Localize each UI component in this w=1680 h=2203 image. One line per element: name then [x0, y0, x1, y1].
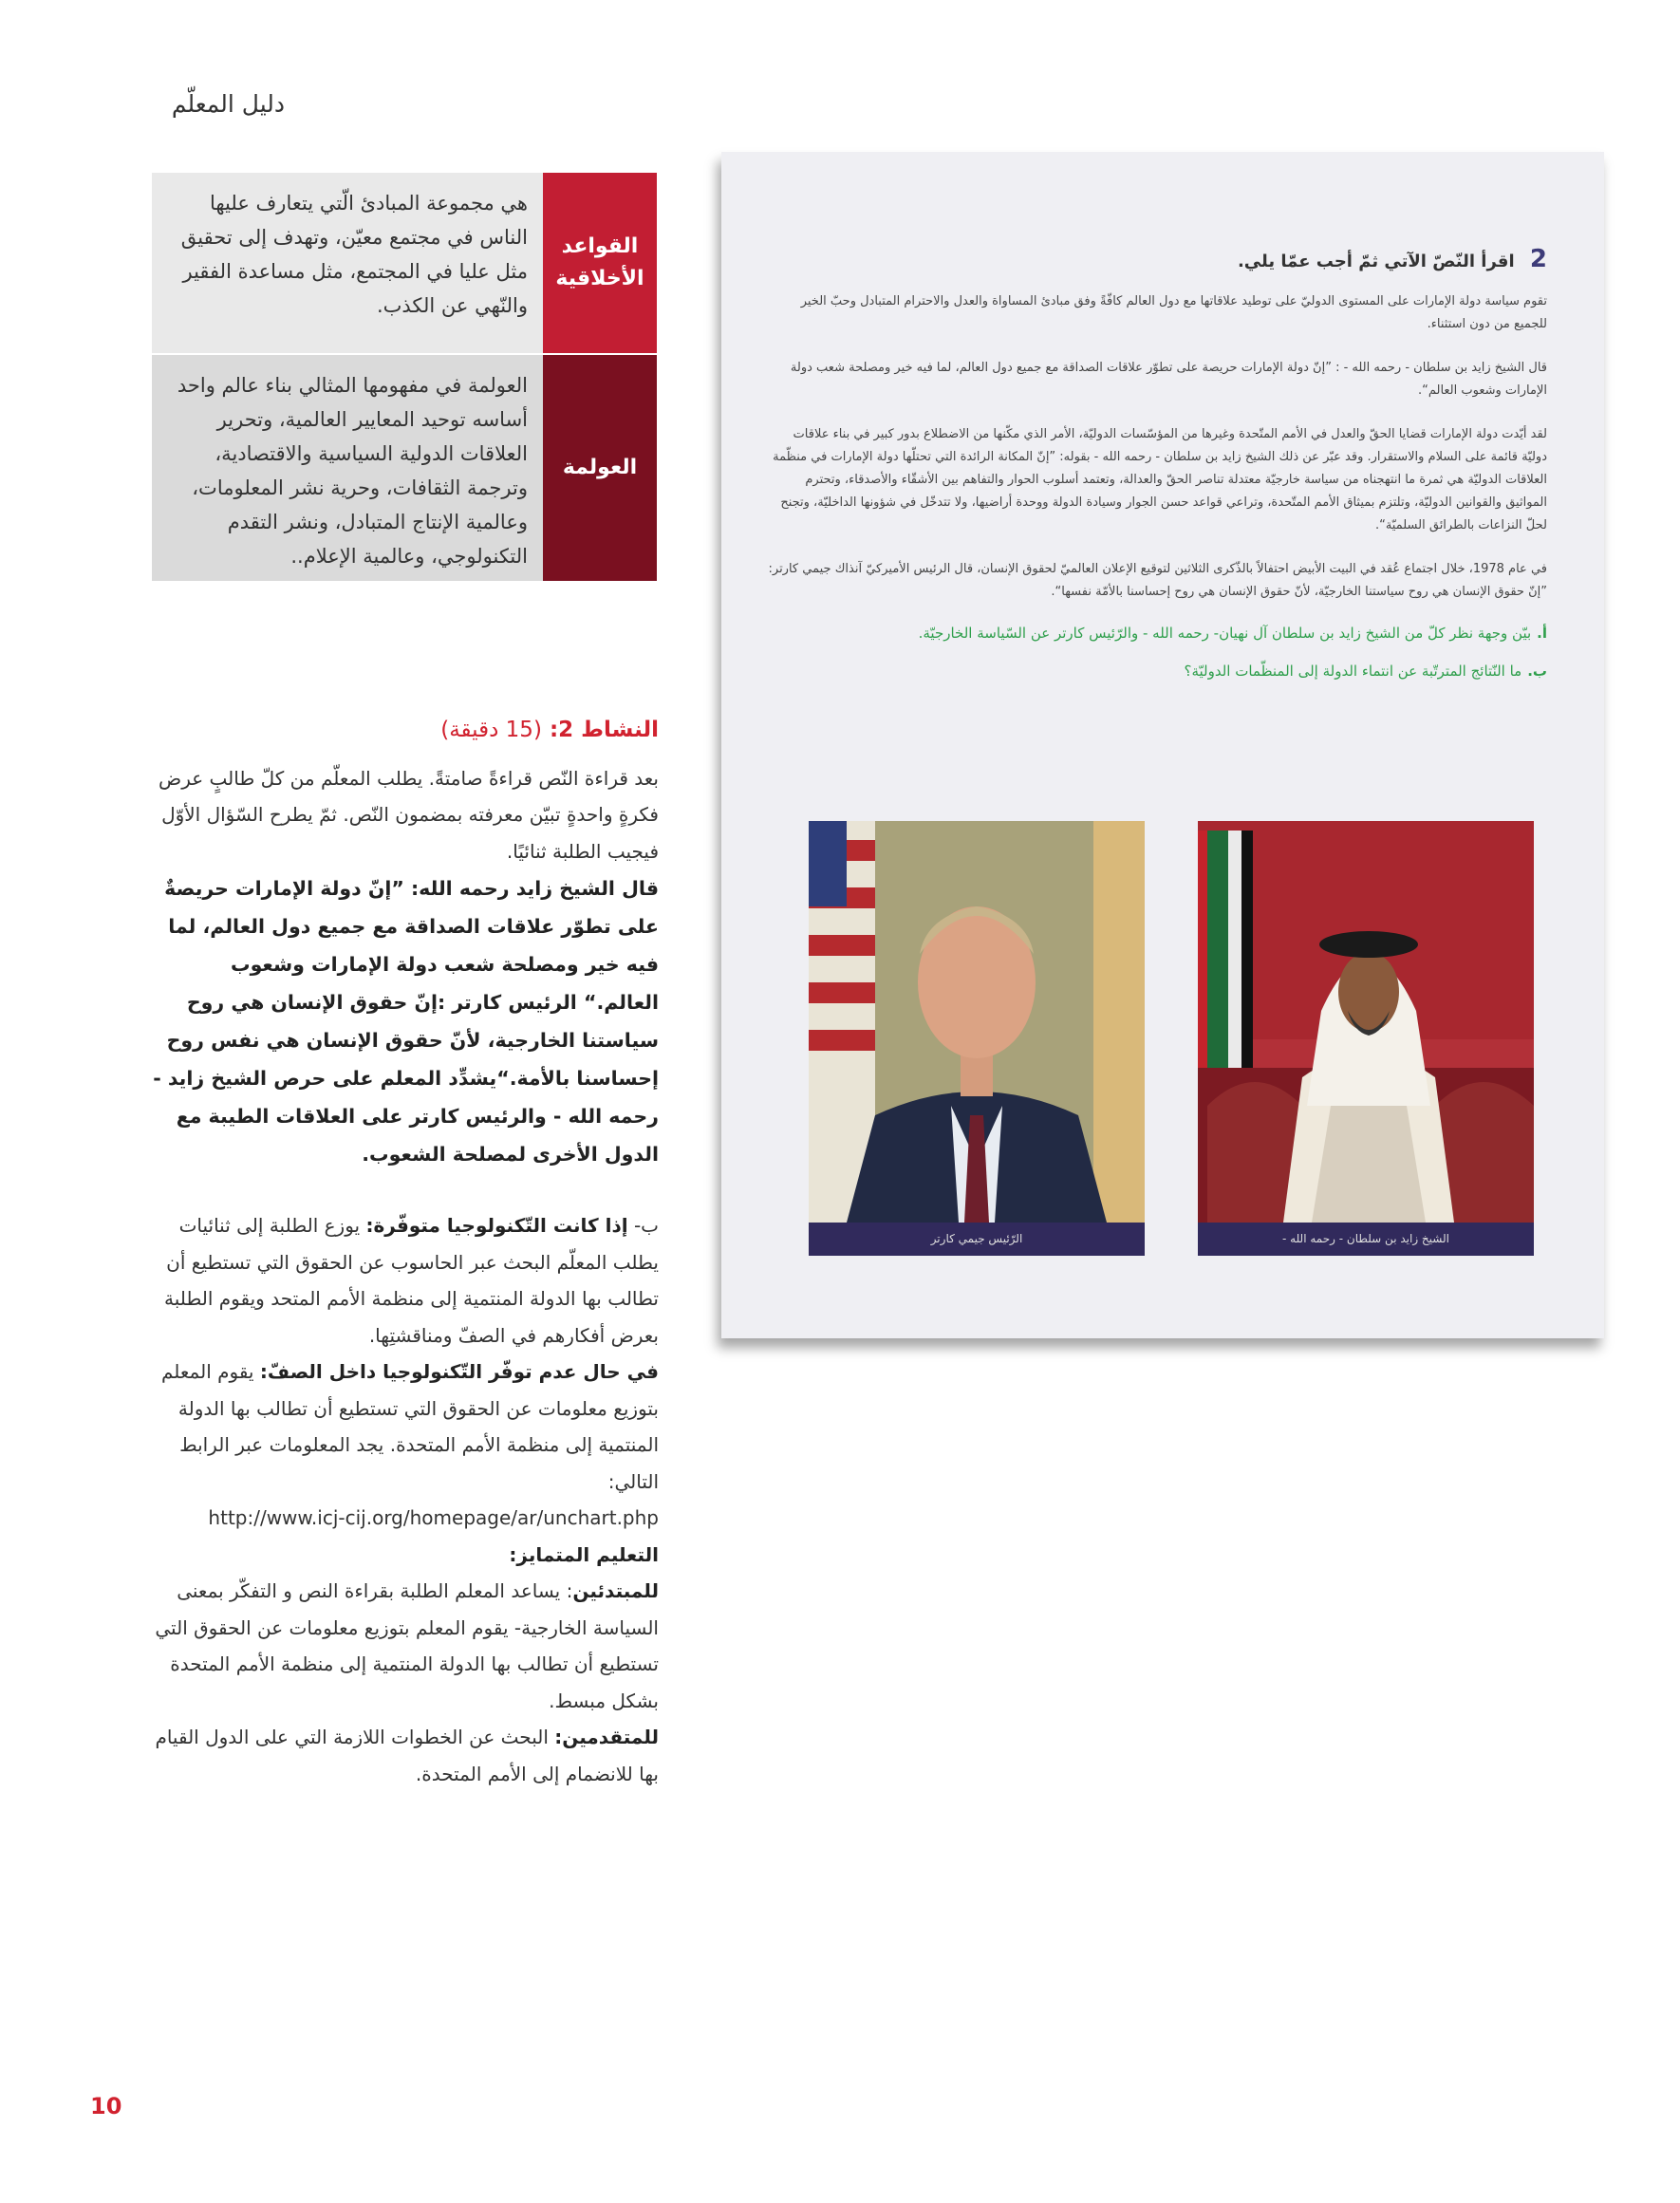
activity-duration: (15 دقيقة) [440, 718, 542, 742]
textbook-page [721, 152, 1604, 1338]
book-paragraph: قال الشيخ زايد بن سلطان - رحمه الله - : ”إنّ دولة الإمارات حريصة على تطوّر علاقات الصداقة مع جميع دول العالم، لما فيه خير ومصلحة شعب دولة الإمارات وشعوب العالم“. [790, 361, 1547, 398]
photo-caption: الرّئيس جيمي كارتر [809, 1223, 1145, 1256]
activity-intro: بعد قراءة النّص قراءةً صامتةً. يطلب المعلّم من كلّ طالبٍ عرض فكرةٍ واحدةٍ تبيّن معرفته بمضمون النّص. ثمّ يطرح السّؤال الأوّل فيجيب الطلبة ثنائيًا. [159, 766, 659, 863]
book-paragraph: تقوم سياسة دولة الإمارات على المستوى الدوليّ على توطيد علاقاتها مع دول العالم كافّةً وفق مبادئ المساواة والعدل والاحترام المتبادل وحبّ الخير للجميع من دون استثناء. [800, 294, 1547, 331]
advanced-paragraph [152, 1719, 659, 1792]
portrait-carter-image [809, 821, 1145, 1223]
photo-jimmy-carter [809, 821, 1145, 1256]
question-heading [767, 245, 1547, 273]
glossary-row-ethics [152, 173, 657, 353]
activity-quote: قال الشيخ زايد رحمه الله: ”إنّ دولة الإمارات حريصةٌ على تطوّر علاقات الصداقة مع جميع دول العالم، لما فيه خير ومصلحة شعب دولة الإمارات وشعوب العالم.“ الرئيس كارتر :إنّ حقوق الإنسان هي روح سياستنا الخارجية، لأنّ حقوق الإنسان هي نفس روح إحساسنا بالأمة.“يشدِّد المعلم على حرص الشيخ زايد - رحمه الله - والرئيس كارتر على العلاقات الطيبة مع الدول الأخرى لمصلحة الشعوب. [153, 877, 659, 1166]
no-tech-heading: في حال عدم توفّر التّكنولوجيا داخل الصفّ: [259, 1360, 659, 1383]
sub-question-label: أ. [1537, 625, 1547, 642]
portrait-zayed-image [1198, 821, 1534, 1223]
beginners-paragraph [152, 1573, 659, 1719]
page-number: 10 [90, 2093, 122, 2119]
page-header: دليل المعلّم [171, 90, 285, 118]
book-paragraph: في عام 1978، خلال اجتماع عُقد في البيت الأبيض احتفالاً بالذّكرى الثلاثين لتوقيع الإعلان العالميّ لحقوق الإنسان، قال الرئيس الأميركيّ آنذاك جيمي كارتر: ”إنّ حقوق الإنسان هي روح سياستنا الخارجيّة، لأنّ حقوق الإنسان هي روح إحساسنا بالأمّة نفسها“. [768, 562, 1547, 599]
question-title: اقرأ النّصّ الآتي ثمّ أجب عمّا يلي. [1237, 252, 1515, 271]
photo-caption: الشيخ زايد بن سلطان - رحمه الله - [1198, 1223, 1534, 1256]
glossary-term: العولمة [543, 355, 657, 581]
glossary-row-globalization [152, 355, 657, 581]
glossary-definition: العولمة في مفهومها المثالي بناء عالم واحد أساسه توحيد المعايير العالمية، وتحرير العلاقات الدولية السياسية والاقتصادية، وترجمة الثقافات، وحرية نشر المعلومات، وعالمية الإنتاج المتبادل، ونشر التقدم التكنولوجي، وعالمية الإعلام.. [152, 355, 543, 581]
no-tech-paragraph [152, 1354, 659, 1500]
resource-link[interactable]: http://www.icj-cij.org/homepage/ar/unchart.php [208, 1506, 659, 1529]
sub-question-b [767, 663, 1547, 680]
photo-sheikh-zayed [1198, 821, 1534, 1256]
textbook-content [767, 245, 1547, 700]
differentiated-learning-title: التعليم المتمايز: [509, 1542, 659, 1566]
tech-available-paragraph [152, 1207, 659, 1354]
advanced-heading: للمتقدمين: [554, 1726, 659, 1748]
beginners-heading: للمبتدئين [572, 1579, 659, 1602]
book-paragraph: لقد أيّدت دولة الإمارات قضايا الحقّ والعدل في الأمم المتّحدة وغيرها من المؤسّسات الدوليّة، الأمر الذي مكّنها من الاضطلاع بدور كبير في بناء علاقات دوليّة قائمة على السلام والاستقرار. وقد عبّر عن ذلك الشيخ زايد بن سلطان - رحمه الله - بقوله: ”إنّ المكانة الرائدة التي تحتلّها دولة الإمارات في منظّمة العلاقات الدوليّة هي ثمرة ما انتهجناه من سياسة خارجيّة معتدلة تناصر الحقّ والعدالة، وتعتمد أسلوب الحوار والتفاهم بين الأشقّاء والأصدقاء، وتحترم المواثيق والقوانين الدوليّة، وتلتزم بميثاق الأمم المتّحدة، وتراعي قواعد حسن الجوار وسيادة الدولة ووحدة أراضيها، ولا تتدخّل في شؤونها الداخليّة، وتجنح لحلّ النزاعات بالطرائق السلميّة“. [773, 427, 1547, 532]
glossary-definition: هي مجموعة المبادئ الّتي يتعارف عليها الناس في مجتمع معيّن، وتهدف إلى تحقيق مثل عليا في المجتمع، مثل مساعدة الفقير والنّهي عن الكذب. [152, 173, 543, 353]
activity-section [152, 712, 659, 1792]
sub-question-text: بيّن وجهة نظر كلّ من الشيخ زايد بن سلطان آل نهيان- رحمه الله - والرّئيس كارتر عن السّياسة الخارجيّة. [918, 625, 1532, 642]
glossary-term: القواعد الأخلاقية [543, 173, 657, 353]
beginners-text: : يساعد المعلم الطلبة بقراءة النص و التفكّر بمعنى السياسة الخارجية- يقوم المعلم بتوزيع معلومات عن الحقوق التي تستطيع أن تطالب بها الدولة المنتمية إلى منظمة الأمم المتحدة بشكل مبسط. [155, 1579, 659, 1712]
sub-question-text: ما النّتائج المترتّبة عن انتماء الدولة إلى المنظّمات الدوليّة؟ [1184, 663, 1522, 680]
activity-label: النشاط 2: [549, 718, 659, 742]
activity-title [152, 712, 659, 749]
no-tech-text: يقوم المعلم بتوزيع معلومات عن الحقوق التي تستطيع أن تطالب بها الدولة المنتمية إلى منظمة الأمم المتحدة. يجد المعلومات عبر الرابط التالي: [160, 1360, 659, 1493]
tech-available-text: يوزع الطلبة إلى ثنائيات يطلب المعلّم البحث عبر الحاسوب عن الحقوق التي تستطيع أن تطالب بها الدولة المنتمية إلى منظمة الأمم المتحد ويقوم الطلبة بعرض أفكارهم في الصفّ ومناقشتِها. [163, 1214, 659, 1347]
sub-question-label: ب. [1527, 663, 1547, 680]
tech-available-heading: إذا كانت التّكنولوجيا متوفّرة: [365, 1214, 628, 1237]
sub-question-a [767, 625, 1547, 642]
advanced-text: البحث عن الخطوات اللازمة التي على الدول القيام بها للانضمام إلى الأمم المتحدة. [155, 1726, 659, 1785]
question-number: 2 [1529, 245, 1547, 273]
item-b-label: ب- [633, 1214, 659, 1237]
